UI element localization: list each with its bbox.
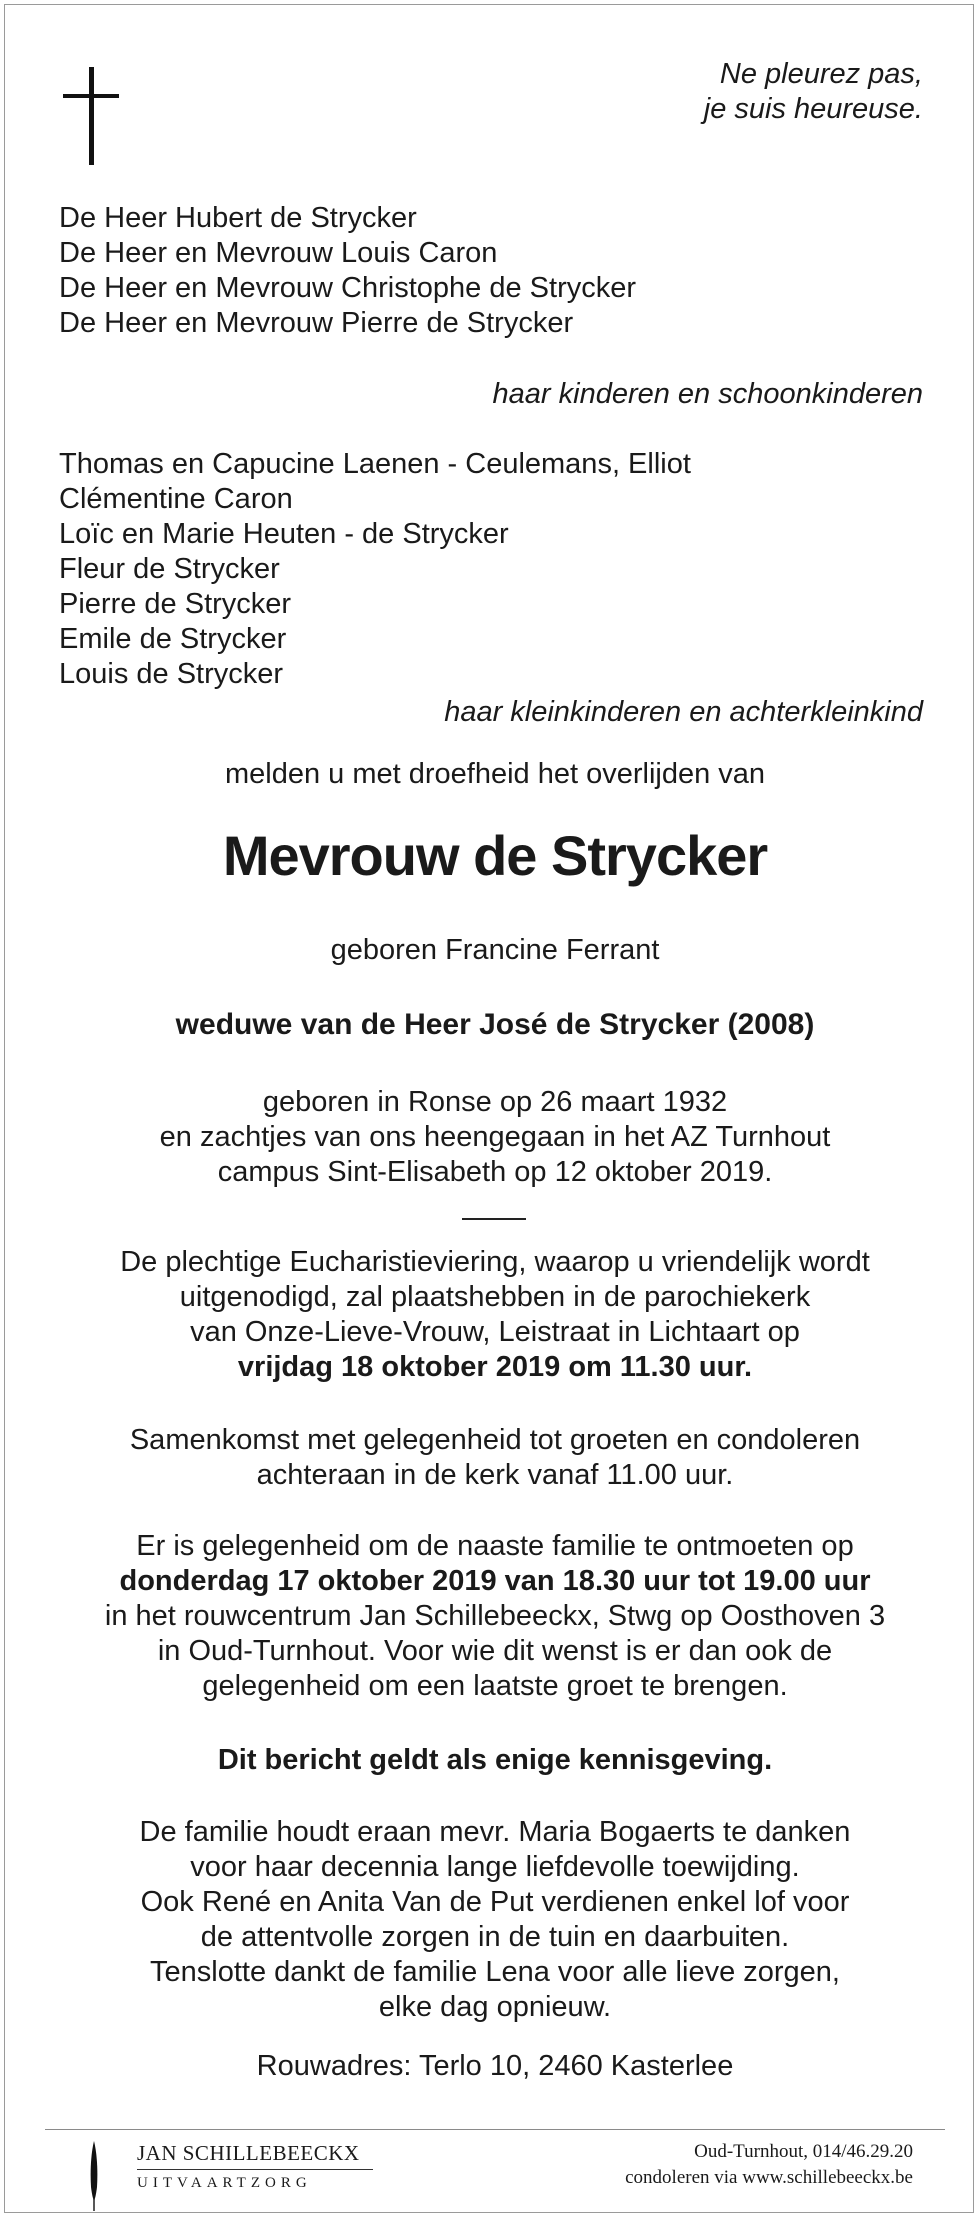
visit-details — [45, 1529, 945, 1704]
text-line: Samenkomst met gelegenheid tot groeten en condoleren — [129, 1424, 861, 1456]
children-caption: haar kinderen en schoonkinderen — [492, 378, 923, 410]
life-details — [45, 1085, 945, 1190]
text-line: voor haar decennia lange liefdevolle toewijding. — [190, 1851, 800, 1883]
divider — [462, 1218, 526, 1220]
list-item: De Heer Hubert de Strycker — [59, 202, 417, 234]
text-line: en zachtjes van ons heengegaan in het AZ Turnhout — [159, 1121, 831, 1153]
text-line: uitgenodigd, zal plaatshebben in de parochiekerk — [179, 1281, 811, 1313]
grandchildren-caption: haar kleinkinderen en achterkleinkind — [444, 696, 923, 728]
text-line: in Oud-Turnhout. Voor wie dit wenst is er dan ook de — [157, 1635, 833, 1667]
visit-date: donderdag 17 oktober 2019 van 18.30 uur tot 19.00 uur — [119, 1565, 871, 1597]
list-item: Pierre de Strycker — [59, 588, 292, 620]
widow-of: weduwe van de Heer José de Strycker (2008) — [175, 1008, 815, 1041]
logo-subtitle: UITVAARTZORG — [137, 2175, 312, 2191]
cypress-tree-icon — [87, 2141, 101, 2211]
cross-icon — [63, 67, 119, 165]
list-item: Emile de Strycker — [59, 623, 287, 655]
text-line: campus Sint-Elisabeth op 12 oktober 2019. — [217, 1156, 773, 1188]
born-as: geboren Francine Ferrant — [330, 934, 660, 966]
logo-rule — [137, 2169, 373, 2170]
announcement: melden u met droefheid het overlijden van — [224, 758, 766, 790]
list-item: Fleur de Strycker — [59, 553, 280, 585]
motto — [704, 57, 923, 127]
footer-contact — [625, 2139, 913, 2191]
text-line: geboren in Ronse op 26 maart 1932 — [262, 1086, 728, 1118]
footer-phone: Oud-Turnhout, 014/46.29.20 — [694, 2141, 913, 2162]
list-item: Thomas en Capucine Laenen - Ceulemans, Elliot — [59, 448, 691, 480]
text-line: elke dag opnieuw. — [378, 1991, 612, 2023]
address: Rouwadres: Terlo 10, 2460 Kasterlee — [256, 2050, 734, 2082]
text-line: in het rouwcentrum Jan Schillebeeckx, Stwg op Oosthoven 3 — [104, 1600, 886, 1632]
text-line: achteraan in de kerk vanaf 11.00 uur. — [256, 1459, 734, 1491]
footer-divider — [45, 2129, 945, 2130]
motto-line: Ne pleurez pas, — [719, 58, 923, 90]
motto-line: je suis heureuse. — [703, 93, 923, 125]
text-line: De familie houdt eraan mevr. Maria Bogaerts te danken — [139, 1816, 851, 1848]
grandchildren-list — [59, 447, 691, 692]
list-item: De Heer en Mevrouw Louis Caron — [59, 237, 498, 269]
list-item: Loïc en Marie Heuten - de Strycker — [59, 518, 509, 550]
obituary-frame — [4, 4, 974, 2213]
list-item: De Heer en Mevrouw Christophe de Strycker — [59, 272, 637, 304]
text-line: Ook René en Anita Van de Put verdienen enkel lof voor — [140, 1886, 850, 1918]
ceremony-details — [45, 1245, 945, 1385]
footer-website: condoleren via www.schillebeeckx.be — [625, 2167, 913, 2188]
logo-name: JAN SCHILLEBEECKX — [137, 2141, 360, 2165]
text-line: de attentvolle zorgen in de tuin en daarbuiten. — [200, 1921, 790, 1953]
list-item: De Heer en Mevrouw Pierre de Strycker — [59, 307, 574, 339]
text-line: Er is gelegenheid om de naaste familie te ontmoeten op — [136, 1530, 854, 1562]
list-item: Louis de Strycker — [59, 658, 284, 690]
gathering-details — [45, 1423, 945, 1493]
notice: Dit bericht geldt als enige kennisgeving. — [217, 1744, 773, 1776]
text-line: gelegenheid om een laatste groet te brengen. — [202, 1670, 788, 1702]
text-line: van Onze-Lieve-Vrouw, Leistraat in Lichtaart op — [190, 1316, 800, 1348]
list-item: Clémentine Caron — [59, 483, 293, 515]
children-list — [59, 201, 636, 341]
ceremony-date: vrijdag 18 oktober 2019 om 11.30 uur. — [237, 1351, 753, 1383]
text-line: De plechtige Eucharistieviering, waarop u vriendelijk wordt — [120, 1246, 870, 1278]
thanks — [45, 1815, 945, 2025]
deceased-name: Mevrouw de Strycker — [222, 824, 768, 887]
text-line: Tenslotte dankt de familie Lena voor alle lieve zorgen, — [150, 1956, 840, 1988]
